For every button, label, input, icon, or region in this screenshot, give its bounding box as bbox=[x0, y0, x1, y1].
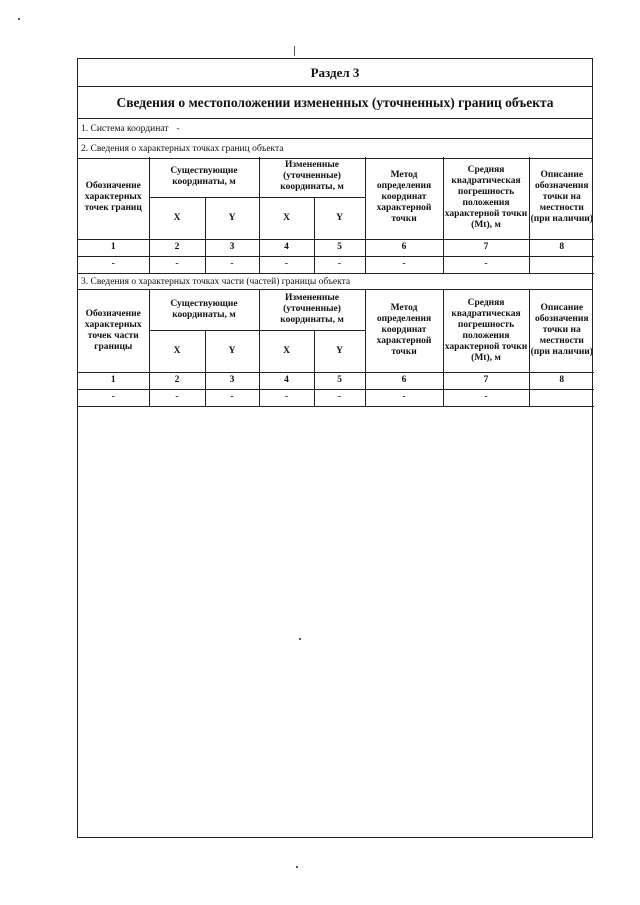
changed-y-header: Y bbox=[314, 197, 365, 239]
table-cell bbox=[529, 389, 594, 406]
changed-y-header: Y bbox=[314, 330, 365, 372]
column-number: 4 bbox=[259, 372, 314, 389]
coord-system-label: 1. Система координат bbox=[81, 123, 169, 134]
col-designation-header: Обозначение характерных точек части границы bbox=[78, 290, 149, 372]
existing-x-header: X bbox=[149, 197, 205, 239]
changed-x-header: X bbox=[259, 197, 314, 239]
table-cell: - bbox=[314, 256, 365, 273]
table-cell: - bbox=[149, 256, 205, 273]
table-cell: - bbox=[78, 389, 149, 406]
existing-y-header: Y bbox=[205, 330, 259, 372]
changed-x-header: X bbox=[259, 330, 314, 372]
column-number: 8 bbox=[529, 239, 594, 256]
document-frame bbox=[77, 58, 593, 838]
col-description-header: Описание обозначения точки на местности (при наличии) bbox=[529, 157, 594, 239]
col-existing-header: Существующие координаты, м bbox=[149, 157, 259, 197]
col-error-header: Средняя квадратическая погрешность положения характерной точки (Mt), м bbox=[443, 157, 529, 239]
coord-system-row bbox=[78, 119, 592, 139]
col-existing-header: Существующие координаты, м bbox=[149, 290, 259, 330]
table2-label: 3. Сведения о характерных точках части (частей) границы объекта bbox=[81, 276, 351, 287]
column-number: 1 bbox=[78, 239, 149, 256]
col-designation-header: Обозначение характерных точек границ bbox=[78, 157, 149, 239]
column-number: 4 bbox=[259, 239, 314, 256]
table-row bbox=[78, 256, 594, 273]
table2-caption bbox=[78, 273, 592, 290]
column-number: 7 bbox=[443, 372, 529, 389]
column-number: 6 bbox=[365, 372, 443, 389]
section-title: Раздел 3 bbox=[78, 59, 592, 87]
table-cell: - bbox=[314, 389, 365, 406]
col-changed-header: Измененные (уточненные) координаты, м bbox=[259, 157, 365, 197]
table-cell: - bbox=[205, 389, 259, 406]
column-number: 2 bbox=[149, 372, 205, 389]
column-number: 1 bbox=[78, 372, 149, 389]
scan-speck bbox=[299, 638, 301, 640]
boundary-points-table bbox=[78, 157, 594, 274]
table-cell: - bbox=[259, 256, 314, 273]
existing-x-header: X bbox=[149, 330, 205, 372]
table-cell: - bbox=[149, 389, 205, 406]
table-cell bbox=[529, 256, 594, 273]
table-cell: - bbox=[443, 389, 529, 406]
part-boundary-points-table bbox=[78, 290, 594, 407]
coord-system-value: - bbox=[176, 123, 180, 134]
table1-caption bbox=[78, 139, 592, 159]
column-number-row bbox=[78, 239, 594, 256]
section-heading: Сведения о местоположении измененных (уточненных) границ объекта bbox=[78, 87, 592, 119]
existing-y-header: Y bbox=[205, 197, 259, 239]
column-number: 6 bbox=[365, 239, 443, 256]
column-number: 3 bbox=[205, 372, 259, 389]
scan-speck bbox=[18, 18, 20, 20]
column-number: 7 bbox=[443, 239, 529, 256]
col-method-header: Метод определения координат характерной точки bbox=[365, 290, 443, 372]
col-description-header: Описание обозначения точки на местности (при наличии) bbox=[529, 290, 594, 372]
column-number: 2 bbox=[149, 239, 205, 256]
table-row bbox=[78, 389, 594, 406]
table-cell: - bbox=[365, 389, 443, 406]
table-cell: - bbox=[78, 256, 149, 273]
table-cell: - bbox=[205, 256, 259, 273]
col-error-header: Средняя квадратическая погрешность положения характерной точки (Mt), м bbox=[443, 290, 529, 372]
col-changed-header: Измененные (уточненные) координаты, м bbox=[259, 290, 365, 330]
column-number: 3 bbox=[205, 239, 259, 256]
col-method-header: Метод определения координат характерной точки bbox=[365, 157, 443, 239]
scan-speck bbox=[296, 866, 298, 868]
table-cell: - bbox=[365, 256, 443, 273]
table-cell: - bbox=[259, 389, 314, 406]
scan-speck bbox=[294, 46, 295, 56]
column-number: 8 bbox=[529, 372, 594, 389]
column-number: 5 bbox=[314, 372, 365, 389]
column-number: 5 bbox=[314, 239, 365, 256]
table-bottom-rule bbox=[78, 406, 592, 407]
column-number-row bbox=[78, 372, 594, 389]
table1-label: 2. Сведения о характерных точках границ объекта bbox=[81, 143, 284, 154]
table-cell: - bbox=[443, 256, 529, 273]
